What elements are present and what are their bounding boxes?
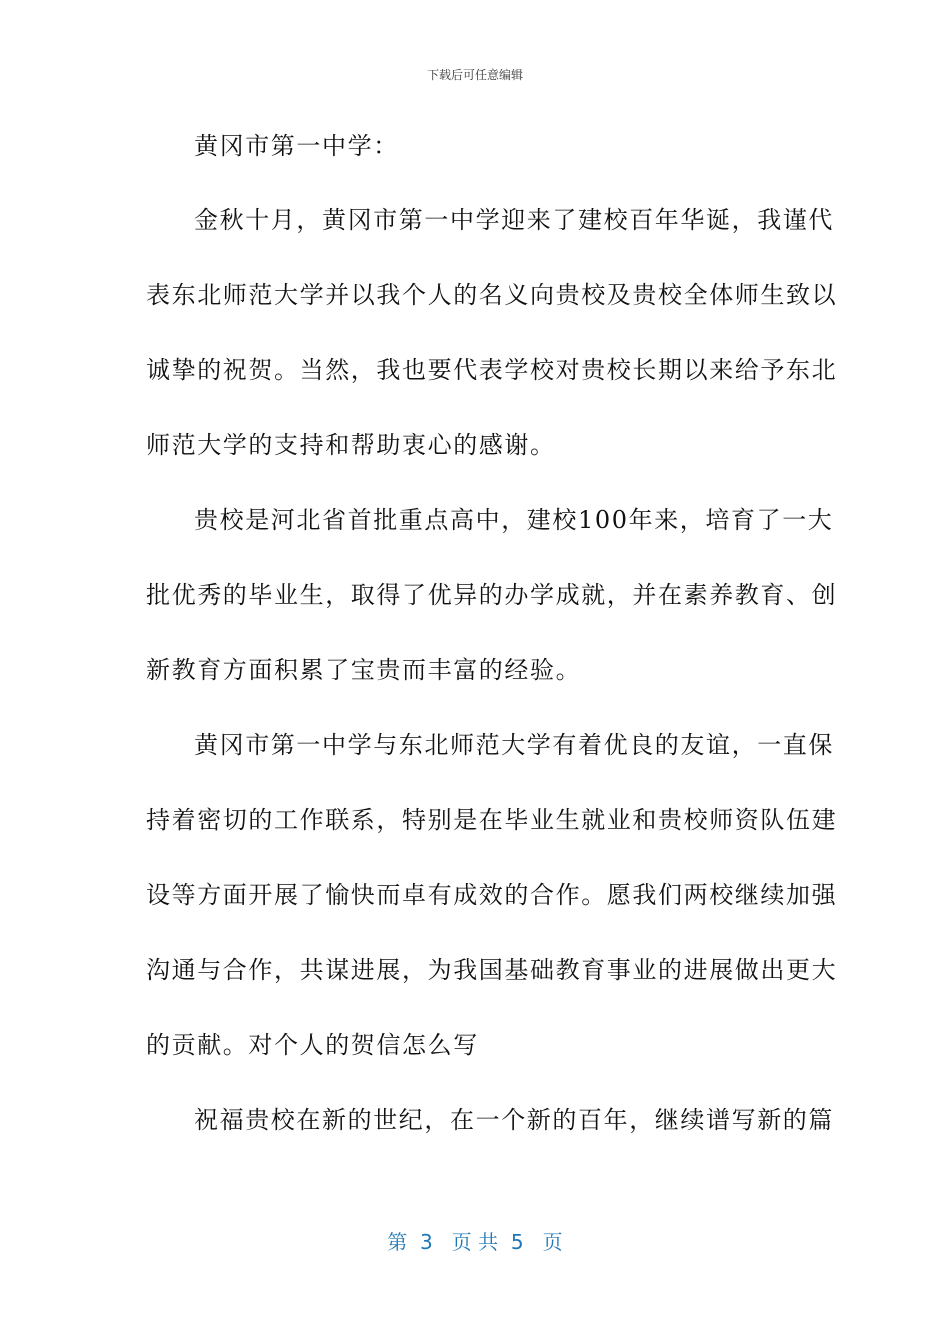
paragraph-line: 持着密切的工作联系，特别是在毕业生就业和贵校师资队伍建 xyxy=(146,806,838,834)
page-number: 第 3 页 共 5 页 xyxy=(387,1230,563,1254)
paragraph-line: 金秋十月，黄冈市第一中学迎来了建校百年华诞，我谨代 xyxy=(194,206,834,234)
paragraph-line: 沟通与合作，共谋进展，为我国基础教育事业的进展做出更大 xyxy=(146,956,838,984)
paragraph-line: 设等方面开展了愉快而卓有成效的合作。愿我们两校继续加强 xyxy=(146,881,838,909)
header-note: 下载后可任意编辑 xyxy=(426,68,523,82)
salutation-line: 黄冈市第一中学： xyxy=(194,132,399,160)
paragraph-line: 贵校是河北省首批重点高中，建校100年来，培育了一大 xyxy=(194,506,834,534)
paragraph-line: 祝福贵校在新的世纪，在一个新的百年，继续谱写新的篇 xyxy=(194,1106,834,1134)
paragraph-line: 批优秀的毕业生，取得了优异的办学成就，并在素养教育、创 xyxy=(146,581,838,609)
paragraph-line: 表东北师范大学并以我个人的名义向贵校及贵校全体师生致以 xyxy=(146,281,838,309)
paragraph-line: 师范大学的支持和帮助衷心的感谢。 xyxy=(146,431,556,459)
paragraph-line: 黄冈市第一中学与东北师范大学有着优良的友谊，一直保 xyxy=(194,731,834,759)
paragraph-line: 新教育方面积累了宝贵而丰富的经验。 xyxy=(146,656,582,684)
paragraph-line: 诚挚的祝贺。当然，我也要代表学校对贵校长期以来给予东北 xyxy=(146,356,838,384)
paragraph-line: 的贡献。对个人的贺信怎么写 xyxy=(146,1031,479,1059)
